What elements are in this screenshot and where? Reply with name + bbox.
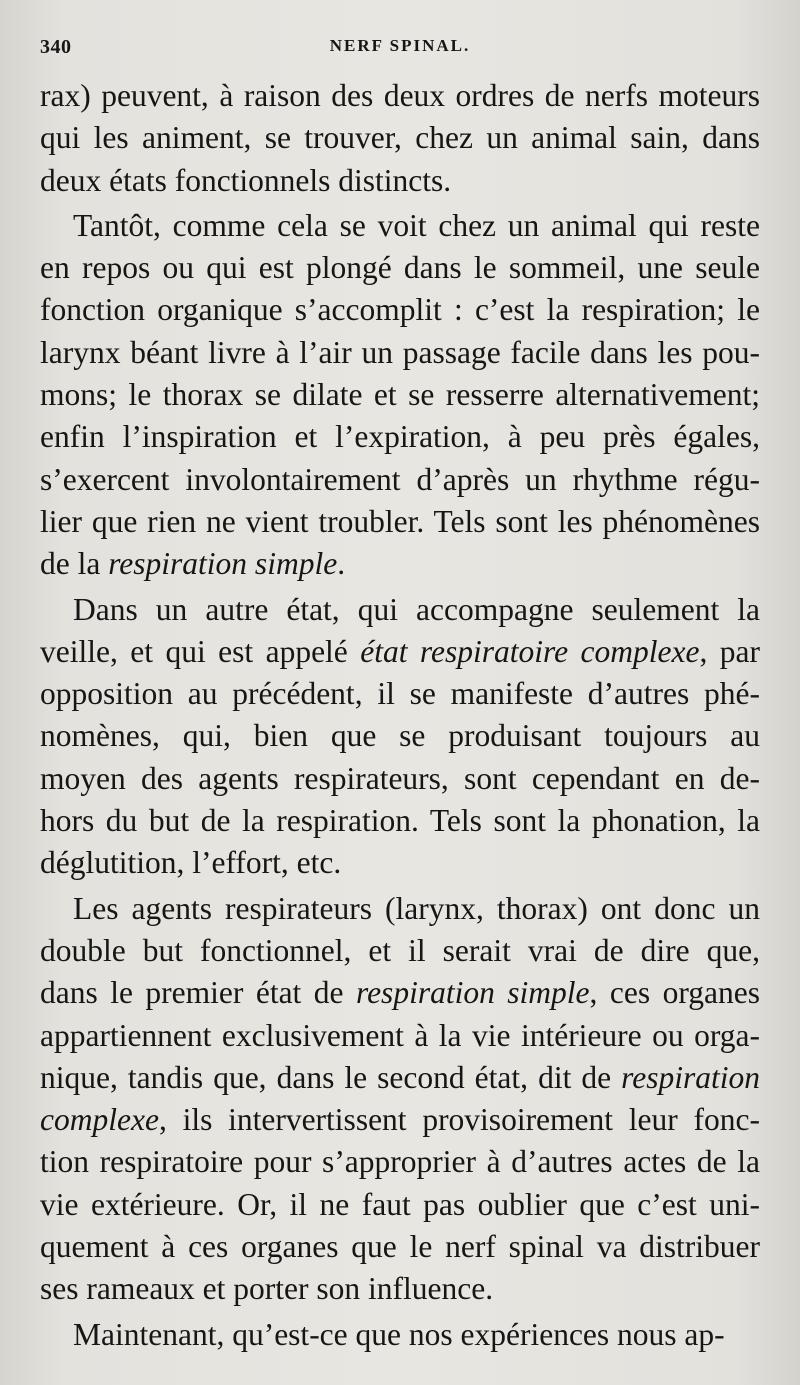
text-line: moyen des agents respirateurs, sont cependant en de- [40, 760, 760, 796]
running-head: NERF SPINAL. [329, 36, 471, 55]
text-line: qui les animent, se trouver, chez un animal sain, dans [40, 120, 760, 156]
text-line: s’exercent involontairement d’après un rhythme régu- [40, 461, 760, 497]
text-line: larynx béant livre à l’air un passage facile dans les pou- [40, 334, 760, 370]
text-line: hors du but de la respiration. Tels sont la phonation, la [40, 803, 760, 839]
text-line: en repos ou qui est plongé dans le sommeil, une seule [40, 250, 760, 286]
text-line: déglutition, l’effort, etc. [40, 845, 342, 881]
text-line: fonction organique s’accomplit : c’est la respiration; le [40, 292, 760, 328]
text-line: nomènes, qui, bien que se produisant toujours au [40, 718, 760, 754]
text-line: tion respiratoire pour s’approprier à d’autres actes de la [40, 1144, 760, 1180]
text-line: nique, tandis que, dans le second état, dit de respiration [40, 1059, 760, 1095]
paragraph [40, 205, 760, 586]
text-line: complexe, ils intervertissent provisoirement leur fonc- [40, 1102, 760, 1138]
text-line: rax) peuvent, à raison des deux ordres de nerfs moteurs [40, 78, 760, 113]
text-line: Les agents respirateurs (larynx, thorax) ont donc un [73, 890, 760, 926]
paragraph [40, 888, 760, 1311]
paragraph [40, 75, 760, 202]
paragraph [40, 1314, 760, 1356]
text-line: deux états fonctionnels distincts. [40, 162, 452, 198]
text-line: vie extérieure. Or, il ne faut pas oublier que c’est uni- [40, 1186, 760, 1222]
text-line: Tantôt, comme cela se voit chez un animal qui reste [73, 207, 760, 243]
text-line: appartiennent exclusivement à la vie intérieure ou orga- [40, 1017, 760, 1053]
text-line: quement à ces organes que le nerf spinal va distribuer [40, 1229, 760, 1265]
text-line: lier que rien ne vient troubler. Tels sont les phénomènes [40, 503, 760, 539]
text-line: ses rameaux et porter son influence. [40, 1271, 494, 1307]
text-line: enfin l’inspiration et l’expiration, à peu près égales, [40, 419, 760, 455]
text-line: double but fonctionnel, et il serait vrai de dire que, [40, 932, 760, 968]
text-line: de la respiration simple. [40, 546, 346, 582]
text-line: Maintenant, qu’est-ce que nos expériences nous ap- [73, 1316, 725, 1352]
text-line: Dans un autre état, qui accompagne seulement la [73, 591, 760, 627]
body-text [40, 75, 760, 1356]
text-line: mons; le thorax se dilate et se resserre alternativement; [40, 377, 760, 413]
page-number: 340 [40, 36, 72, 58]
paragraph [40, 589, 760, 885]
text-line: opposition au précédent, il se manifeste d’autres phé- [40, 676, 760, 712]
text-line: dans le premier état de respiration simple, ces organes [40, 975, 760, 1011]
text-line: veille, et qui est appelé état respiratoire complexe, par [40, 633, 760, 669]
